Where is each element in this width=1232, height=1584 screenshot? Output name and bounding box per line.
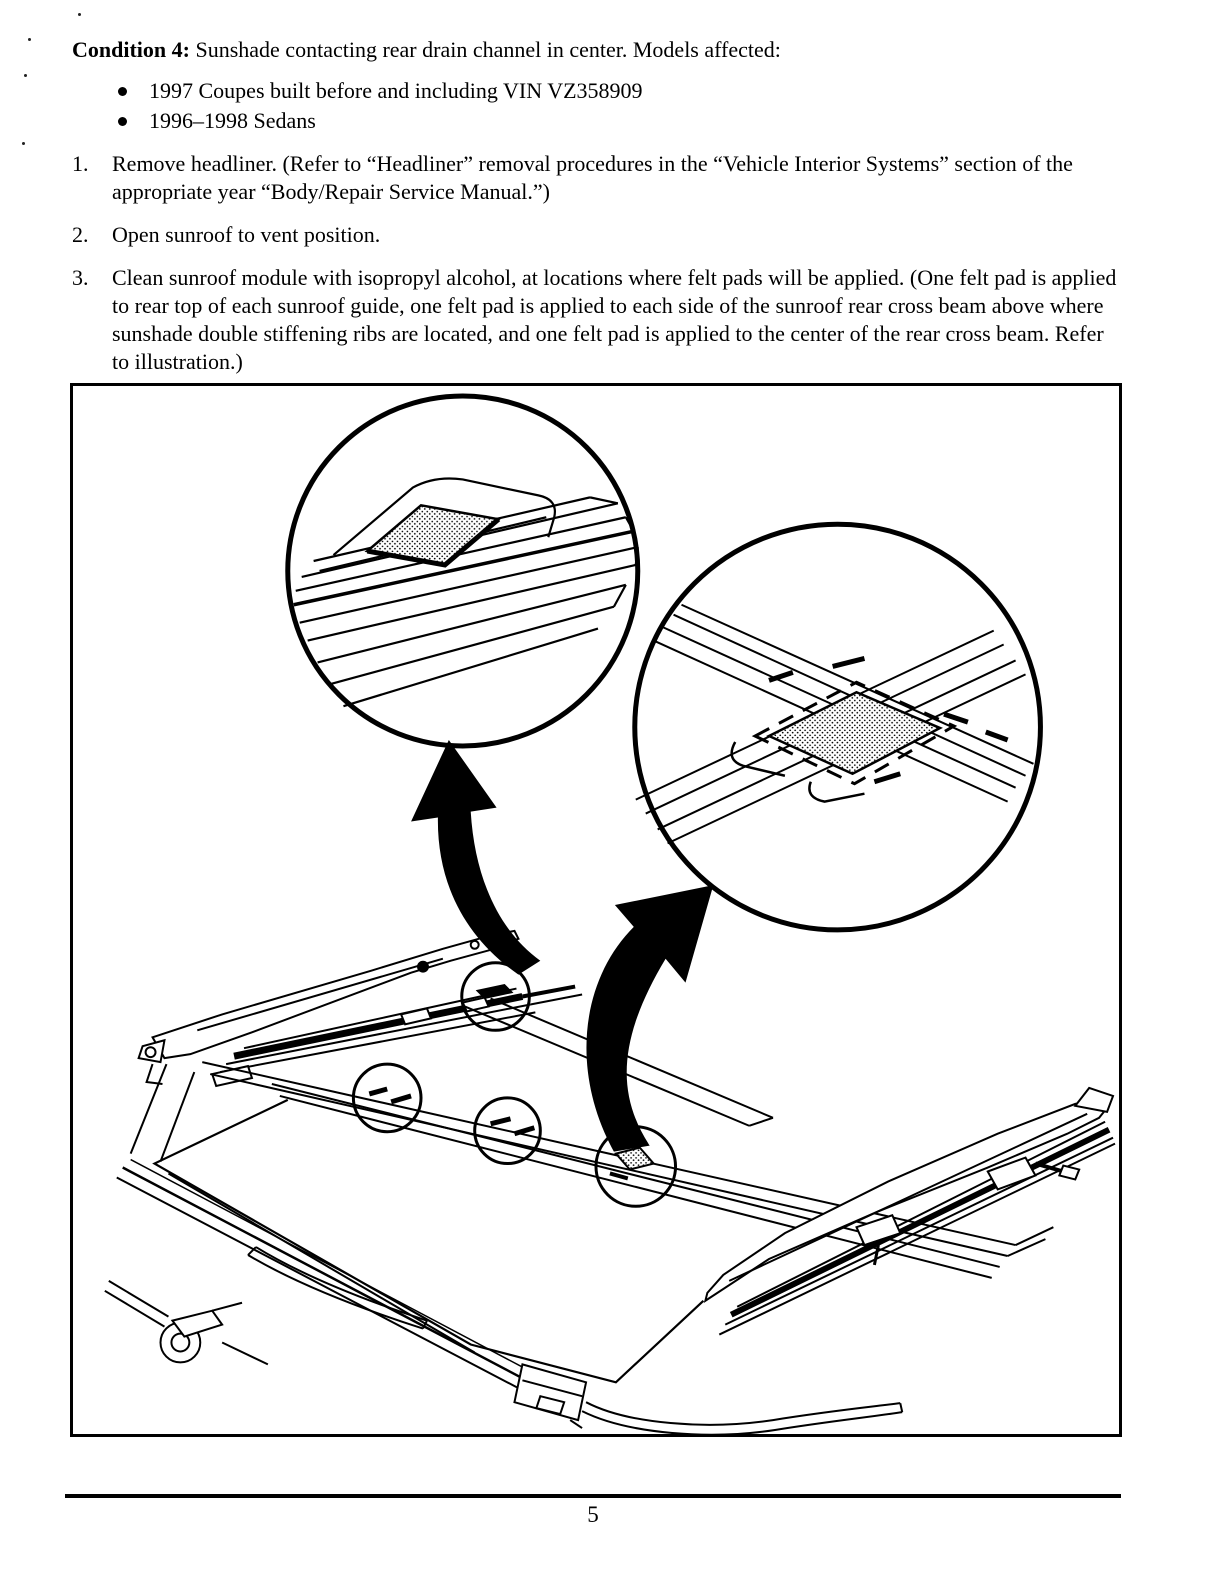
scan-speck <box>28 38 31 41</box>
model-text: 1996–1998 Sedans <box>149 108 316 133</box>
model-text: 1997 Coupes built before and including VIN VZ358909 <box>149 78 643 103</box>
page-number: 5 <box>587 1502 599 1527</box>
step-item <box>72 264 1122 376</box>
figure-illustration <box>70 383 1122 1437</box>
page-content <box>72 36 1122 391</box>
procedure-steps <box>72 150 1122 376</box>
step-number: 3. <box>72 265 89 290</box>
scan-speck <box>78 13 81 16</box>
bullet-icon <box>118 87 127 96</box>
footer-rule <box>65 1494 1121 1498</box>
step-text: Open sunroof to vent position. <box>112 222 381 247</box>
condition-text: Sunshade contacting rear drain channel in center. Models affected: <box>189 37 781 62</box>
step-number: 2. <box>72 222 89 247</box>
step-text: Remove headliner. (Refer to “Headliner” removal procedures in the “Vehicle Interior Systems” section of the appropriate year “Body/Repair Service Manual.”) <box>112 151 1073 204</box>
scan-speck <box>22 142 25 145</box>
detail-callout-crossbeam-pad <box>635 524 1041 930</box>
detail-callout-guide-pad <box>288 396 638 746</box>
callout-arrow-right <box>586 885 713 1151</box>
scan-speck <box>24 74 27 77</box>
step-text: Clean sunroof module with isopropyl alcohol, at locations where felt pads will be applied. (One felt pad is applied to rear top of each sunroof guide, one felt pad is applied to each side of the sunroof rear cross beam above where sunshade double stiffening ribs are located, and one felt pad is applied to the center of the rear cross beam. Refer to illustration.) <box>112 265 1117 374</box>
step-item <box>72 221 1122 249</box>
model-list-item <box>72 76 1122 106</box>
condition-label: Condition 4: <box>72 37 190 62</box>
felt-pad-center <box>616 1148 654 1170</box>
step-number: 1. <box>72 151 89 176</box>
condition-heading <box>72 36 1122 64</box>
model-list-item <box>72 106 1122 136</box>
bullet-icon <box>118 117 127 126</box>
model-list <box>72 76 1122 136</box>
sunroof-module-drawing <box>73 386 1119 1434</box>
step-item <box>72 150 1122 206</box>
